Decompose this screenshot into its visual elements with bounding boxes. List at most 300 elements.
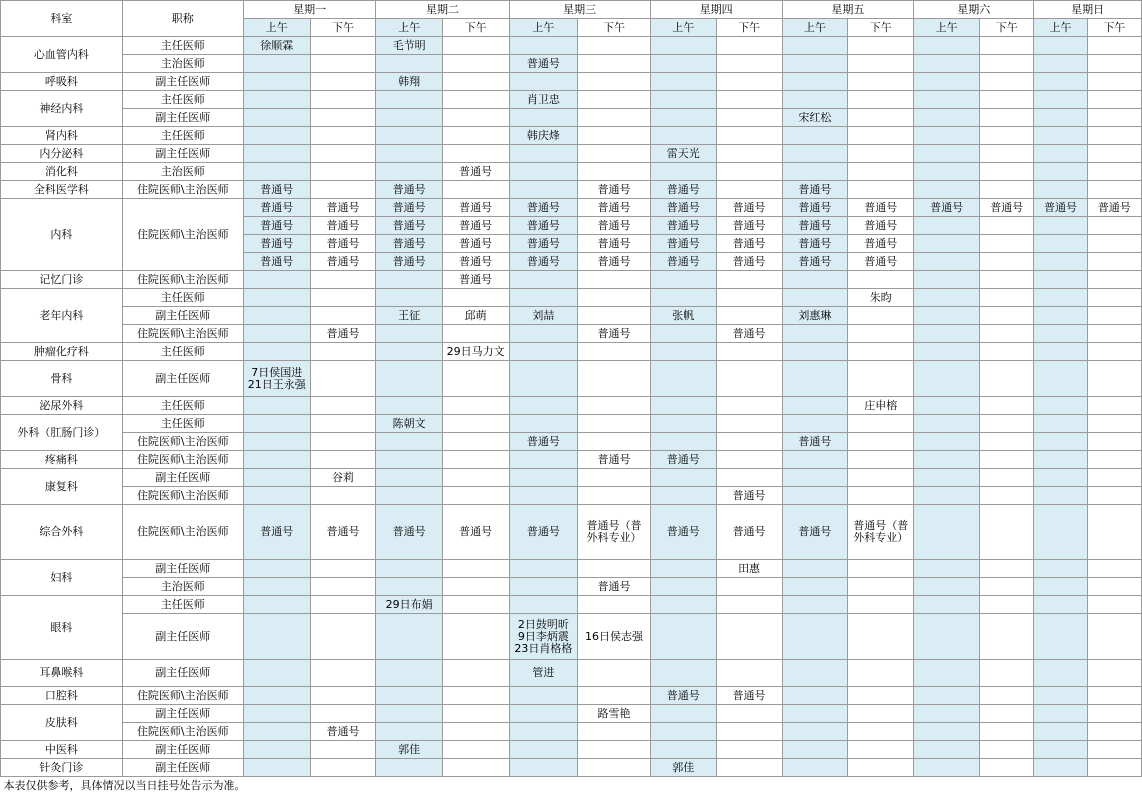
- slot-cell: [1087, 307, 1141, 325]
- schedule-row: [1, 271, 1142, 289]
- header-day-thu: 星期四: [650, 1, 782, 19]
- slot-cell: [243, 578, 310, 596]
- slot-cell: [1087, 487, 1141, 505]
- slot-cell: [442, 741, 509, 759]
- slot-cell: [716, 433, 782, 451]
- slot-cell: [980, 145, 1034, 163]
- slot-cell: 普通号: [509, 55, 578, 73]
- slot-cell: [716, 451, 782, 469]
- slot-cell: 普通号: [442, 253, 509, 271]
- title-cell: 主治医师: [122, 55, 243, 73]
- slot-cell: [243, 127, 310, 145]
- slot-cell: 普通号: [782, 181, 848, 199]
- slot-cell: [376, 487, 442, 505]
- header-pm: 下午: [578, 19, 651, 37]
- slot-cell: [914, 217, 980, 235]
- slot-cell: [578, 660, 651, 687]
- slot-cell: 普通号: [716, 199, 782, 217]
- slot-cell: [980, 660, 1034, 687]
- slot-cell: [848, 578, 914, 596]
- slot-cell: [578, 271, 651, 289]
- slot-cell: 普通号: [782, 505, 848, 560]
- slot-cell: [243, 271, 310, 289]
- slot-cell: [578, 723, 651, 741]
- slot-cell: 郭佳: [376, 741, 442, 759]
- slot-cell: 普通号: [509, 253, 578, 271]
- slot-cell: 普通号: [442, 271, 509, 289]
- slot-cell: [442, 687, 509, 705]
- slot-cell: [848, 451, 914, 469]
- slot-cell: [914, 289, 980, 307]
- slot-cell: 16日侯志强: [578, 614, 651, 660]
- slot-cell: [1034, 578, 1087, 596]
- slot-cell: 谷莉: [310, 469, 376, 487]
- title-cell: 副主任医师: [122, 469, 243, 487]
- slot-cell: [716, 181, 782, 199]
- slot-cell: [848, 37, 914, 55]
- slot-cell: 7日侯国进 21日王永强: [243, 361, 310, 397]
- slot-cell: [782, 451, 848, 469]
- slot-cell: [509, 289, 578, 307]
- slot-cell: [442, 127, 509, 145]
- slot-cell: [1034, 723, 1087, 741]
- slot-cell: 普通号: [716, 325, 782, 343]
- slot-cell: [1034, 181, 1087, 199]
- slot-cell: [509, 37, 578, 55]
- slot-cell: 普通号: [578, 217, 651, 235]
- slot-cell: [509, 560, 578, 578]
- slot-cell: 普通号: [509, 505, 578, 560]
- slot-cell: [1087, 235, 1141, 253]
- slot-cell: [509, 325, 578, 343]
- slot-cell: [376, 289, 442, 307]
- slot-cell: [716, 127, 782, 145]
- slot-cell: [310, 307, 376, 325]
- slot-cell: 普通号: [782, 433, 848, 451]
- department-cell: 全科医学科: [1, 181, 123, 199]
- schedule-row: [1, 560, 1142, 578]
- slot-cell: [980, 181, 1034, 199]
- slot-cell: [442, 91, 509, 109]
- slot-cell: [782, 91, 848, 109]
- header-pm: 下午: [848, 19, 914, 37]
- slot-cell: 普通号: [509, 217, 578, 235]
- slot-cell: [1034, 109, 1087, 127]
- slot-cell: [509, 687, 578, 705]
- slot-cell: 庄申榕: [848, 397, 914, 415]
- slot-cell: [310, 614, 376, 660]
- slot-cell: [914, 343, 980, 361]
- department-cell: 针灸门诊: [1, 759, 123, 777]
- slot-cell: [1087, 37, 1141, 55]
- slot-cell: [716, 109, 782, 127]
- slot-cell: [442, 596, 509, 614]
- slot-cell: 普通号: [310, 235, 376, 253]
- slot-cell: [1087, 343, 1141, 361]
- slot-cell: [848, 433, 914, 451]
- title-cell: 住院医师\主治医师: [122, 505, 243, 560]
- slot-cell: [243, 343, 310, 361]
- slot-cell: [578, 759, 651, 777]
- schedule-row: [1, 596, 1142, 614]
- slot-cell: [716, 614, 782, 660]
- slot-cell: [1087, 433, 1141, 451]
- title-cell: 副主任医师: [122, 614, 243, 660]
- slot-cell: [1034, 614, 1087, 660]
- slot-cell: 路雪艳: [578, 705, 651, 723]
- slot-cell: 普通号: [509, 433, 578, 451]
- slot-cell: 普通号: [848, 217, 914, 235]
- slot-cell: [1087, 397, 1141, 415]
- slot-cell: [578, 127, 651, 145]
- slot-cell: [848, 596, 914, 614]
- slot-cell: [1087, 660, 1141, 687]
- slot-cell: [442, 614, 509, 660]
- slot-cell: [1034, 759, 1087, 777]
- slot-cell: 普通号: [310, 723, 376, 741]
- slot-cell: [650, 433, 716, 451]
- slot-cell: [1087, 181, 1141, 199]
- slot-cell: [1087, 596, 1141, 614]
- slot-cell: [442, 397, 509, 415]
- slot-cell: [310, 73, 376, 91]
- slot-cell: [1034, 91, 1087, 109]
- department-cell: 耳鼻喉科: [1, 660, 123, 687]
- department-cell: 老年内科: [1, 289, 123, 343]
- slot-cell: 陈朝文: [376, 415, 442, 433]
- department-cell: 综合外科: [1, 505, 123, 560]
- slot-cell: [716, 307, 782, 325]
- slot-cell: [782, 741, 848, 759]
- slot-cell: 郭佳: [650, 759, 716, 777]
- slot-cell: 普通号: [243, 181, 310, 199]
- slot-cell: [1034, 289, 1087, 307]
- slot-cell: 普通号: [243, 253, 310, 271]
- slot-cell: 普通号: [848, 199, 914, 217]
- header-day-wed: 星期三: [509, 1, 650, 19]
- slot-cell: [716, 361, 782, 397]
- title-cell: 副主任医师: [122, 705, 243, 723]
- schedule-row: [1, 343, 1142, 361]
- slot-cell: [650, 37, 716, 55]
- slot-cell: [716, 145, 782, 163]
- schedule-row: [1, 91, 1142, 109]
- slot-cell: [442, 723, 509, 741]
- title-cell: 住院医师\主治医师: [122, 451, 243, 469]
- slot-cell: [848, 723, 914, 741]
- slot-cell: [782, 55, 848, 73]
- slot-cell: [650, 723, 716, 741]
- slot-cell: [848, 55, 914, 73]
- title-cell: 主任医师: [122, 596, 243, 614]
- slot-cell: [243, 596, 310, 614]
- department-cell: 肾内科: [1, 127, 123, 145]
- schedule-row: [1, 687, 1142, 705]
- slot-cell: [509, 109, 578, 127]
- slot-cell: [848, 271, 914, 289]
- slot-cell: 普通号: [848, 235, 914, 253]
- slot-cell: [1087, 55, 1141, 73]
- slot-cell: [578, 37, 651, 55]
- slot-cell: [442, 109, 509, 127]
- slot-cell: [243, 325, 310, 343]
- slot-cell: [1087, 325, 1141, 343]
- slot-cell: 普通号: [442, 505, 509, 560]
- slot-cell: [716, 397, 782, 415]
- slot-cell: 普通号: [1087, 199, 1141, 217]
- slot-cell: [650, 596, 716, 614]
- slot-cell: 韩翔: [376, 73, 442, 91]
- slot-cell: 普通号: [578, 451, 651, 469]
- department-cell: 中医科: [1, 741, 123, 759]
- slot-cell: [782, 37, 848, 55]
- slot-cell: [243, 451, 310, 469]
- slot-cell: [650, 343, 716, 361]
- slot-cell: [310, 560, 376, 578]
- slot-cell: 田惠: [716, 560, 782, 578]
- slot-cell: [310, 181, 376, 199]
- slot-cell: 普通号（普 外科专业）: [848, 505, 914, 560]
- slot-cell: [1034, 741, 1087, 759]
- slot-cell: [980, 397, 1034, 415]
- slot-cell: [442, 325, 509, 343]
- slot-cell: [716, 578, 782, 596]
- title-cell: 副主任医师: [122, 307, 243, 325]
- slot-cell: [442, 660, 509, 687]
- slot-cell: [914, 741, 980, 759]
- slot-cell: 普通号: [442, 199, 509, 217]
- slot-cell: 普通号: [310, 217, 376, 235]
- slot-cell: [442, 578, 509, 596]
- slot-cell: 张帆: [650, 307, 716, 325]
- slot-cell: [848, 415, 914, 433]
- department-cell: 呼吸科: [1, 73, 123, 91]
- slot-cell: [509, 163, 578, 181]
- slot-cell: 普通号: [578, 578, 651, 596]
- department-cell: 外科（肛肠门诊）: [1, 415, 123, 451]
- slot-cell: [650, 560, 716, 578]
- slot-cell: [243, 307, 310, 325]
- slot-cell: 普通号: [650, 687, 716, 705]
- slot-cell: [509, 397, 578, 415]
- schedule-row: [1, 487, 1142, 505]
- slot-cell: [376, 723, 442, 741]
- slot-cell: [980, 289, 1034, 307]
- slot-cell: 普通号: [509, 235, 578, 253]
- slot-cell: 普通号: [782, 217, 848, 235]
- slot-cell: [980, 415, 1034, 433]
- slot-cell: [442, 433, 509, 451]
- slot-cell: [848, 487, 914, 505]
- slot-cell: [914, 235, 980, 253]
- slot-cell: [243, 433, 310, 451]
- slot-cell: [716, 415, 782, 433]
- slot-cell: [509, 271, 578, 289]
- schedule-row: [1, 289, 1142, 307]
- slot-cell: [243, 723, 310, 741]
- slot-cell: [376, 705, 442, 723]
- slot-cell: [980, 55, 1034, 73]
- slot-cell: [914, 487, 980, 505]
- slot-cell: 普通号: [650, 505, 716, 560]
- slot-cell: [243, 289, 310, 307]
- slot-cell: [310, 361, 376, 397]
- slot-cell: [578, 289, 651, 307]
- slot-cell: [980, 723, 1034, 741]
- slot-cell: 管进: [509, 660, 578, 687]
- schedule-row: [1, 578, 1142, 596]
- slot-cell: [914, 759, 980, 777]
- slot-cell: [650, 109, 716, 127]
- slot-cell: [310, 271, 376, 289]
- slot-cell: [1087, 469, 1141, 487]
- slot-cell: [650, 127, 716, 145]
- slot-cell: [716, 37, 782, 55]
- slot-cell: [1087, 217, 1141, 235]
- slot-cell: [1034, 415, 1087, 433]
- department-cell: 康复科: [1, 469, 123, 505]
- slot-cell: [914, 91, 980, 109]
- slot-cell: [848, 361, 914, 397]
- header-day-mon: 星期一: [243, 1, 376, 19]
- slot-cell: [914, 271, 980, 289]
- title-cell: 副主任医师: [122, 73, 243, 91]
- title-cell: 主治医师: [122, 578, 243, 596]
- slot-cell: [310, 759, 376, 777]
- slot-cell: [650, 55, 716, 73]
- slot-cell: [1087, 253, 1141, 271]
- title-cell: 副主任医师: [122, 660, 243, 687]
- slot-cell: [1034, 163, 1087, 181]
- slot-cell: [914, 505, 980, 560]
- schedule-row: [1, 505, 1142, 560]
- slot-cell: [716, 343, 782, 361]
- slot-cell: 普通号: [848, 253, 914, 271]
- slot-cell: [848, 307, 914, 325]
- slot-cell: [848, 343, 914, 361]
- slot-cell: [578, 687, 651, 705]
- slot-cell: [310, 397, 376, 415]
- slot-cell: [243, 687, 310, 705]
- slot-cell: 普通号: [716, 505, 782, 560]
- slot-cell: [243, 660, 310, 687]
- slot-cell: [243, 163, 310, 181]
- slot-cell: [310, 705, 376, 723]
- slot-cell: [914, 723, 980, 741]
- slot-cell: [578, 741, 651, 759]
- slot-cell: [782, 397, 848, 415]
- slot-cell: 普通号: [716, 235, 782, 253]
- slot-cell: [1087, 451, 1141, 469]
- schedule-row: [1, 660, 1142, 687]
- slot-cell: [376, 578, 442, 596]
- slot-cell: 普通号: [716, 217, 782, 235]
- slot-cell: [1034, 307, 1087, 325]
- department-cell: 泌尿外科: [1, 397, 123, 415]
- slot-cell: [980, 253, 1034, 271]
- slot-cell: [243, 469, 310, 487]
- slot-cell: [376, 325, 442, 343]
- header-pm: 下午: [980, 19, 1034, 37]
- slot-cell: [442, 73, 509, 91]
- title-cell: 副主任医师: [122, 109, 243, 127]
- slot-cell: [980, 91, 1034, 109]
- slot-cell: [980, 217, 1034, 235]
- slot-cell: [1034, 596, 1087, 614]
- title-cell: 副主任医师: [122, 145, 243, 163]
- slot-cell: [442, 560, 509, 578]
- slot-cell: [980, 705, 1034, 723]
- slot-cell: [650, 741, 716, 759]
- slot-cell: [1034, 705, 1087, 723]
- slot-cell: 普通号: [376, 505, 442, 560]
- slot-cell: [848, 181, 914, 199]
- header-am: 上午: [1034, 19, 1087, 37]
- slot-cell: [1087, 723, 1141, 741]
- slot-cell: [980, 163, 1034, 181]
- slot-cell: 普通号: [376, 199, 442, 217]
- slot-cell: [914, 705, 980, 723]
- slot-cell: 普通号: [578, 325, 651, 343]
- slot-cell: [578, 91, 651, 109]
- slot-cell: [914, 687, 980, 705]
- slot-cell: [442, 55, 509, 73]
- slot-cell: [650, 271, 716, 289]
- title-cell: 住院医师\主治医师: [122, 271, 243, 289]
- slot-cell: [1087, 741, 1141, 759]
- slot-cell: 普通号: [376, 253, 442, 271]
- slot-cell: [509, 723, 578, 741]
- slot-cell: [1087, 687, 1141, 705]
- slot-cell: [980, 560, 1034, 578]
- slot-cell: [1034, 145, 1087, 163]
- slot-cell: [578, 487, 651, 505]
- title-cell: 主任医师: [122, 289, 243, 307]
- slot-cell: [442, 181, 509, 199]
- schedule-row: [1, 433, 1142, 451]
- slot-cell: [376, 109, 442, 127]
- slot-cell: [1034, 487, 1087, 505]
- title-cell: 住院医师\主治医师: [122, 199, 243, 271]
- slot-cell: [914, 614, 980, 660]
- slot-cell: [310, 487, 376, 505]
- slot-cell: [509, 596, 578, 614]
- slot-cell: [782, 487, 848, 505]
- schedule-row: [1, 163, 1142, 181]
- title-cell: 副主任医师: [122, 741, 243, 759]
- department-cell: 妇科: [1, 560, 123, 596]
- slot-cell: [1087, 109, 1141, 127]
- slot-cell: [376, 55, 442, 73]
- schedule-row: [1, 199, 1142, 217]
- slot-cell: [980, 687, 1034, 705]
- slot-cell: [376, 759, 442, 777]
- slot-cell: [782, 614, 848, 660]
- schedule-row: [1, 415, 1142, 433]
- slot-cell: [716, 741, 782, 759]
- slot-cell: [848, 687, 914, 705]
- slot-cell: 普通号: [310, 253, 376, 271]
- header-pm: 下午: [716, 19, 782, 37]
- slot-cell: [243, 759, 310, 777]
- title-cell: 主治医师: [122, 163, 243, 181]
- header-dept: 科室: [1, 1, 123, 37]
- slot-cell: 普通号: [376, 217, 442, 235]
- schedule-row: [1, 55, 1142, 73]
- slot-cell: [376, 560, 442, 578]
- department-cell: 骨科: [1, 361, 123, 397]
- slot-cell: [509, 145, 578, 163]
